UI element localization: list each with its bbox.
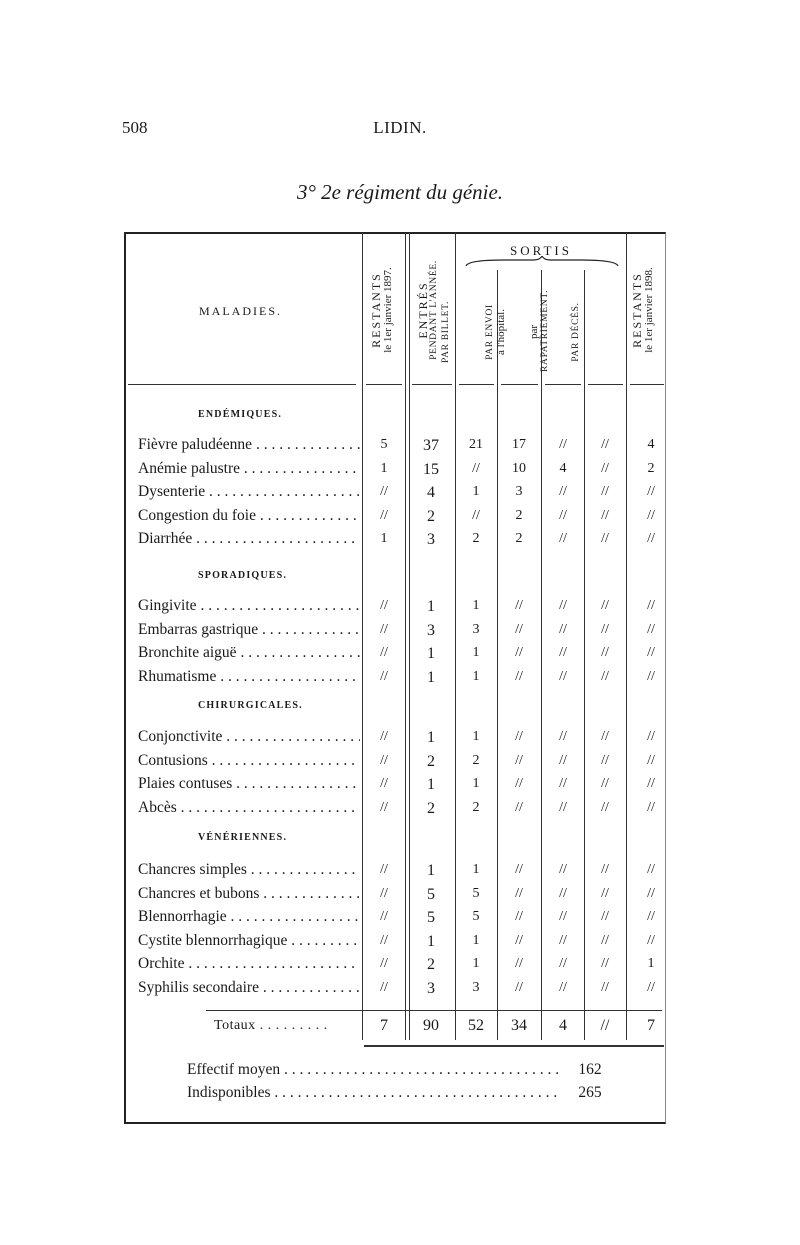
table-cell: // bbox=[380, 980, 388, 995]
table-cell: 1 bbox=[472, 484, 480, 500]
table-cell: // bbox=[601, 980, 609, 995]
header-restants-1897: RESTANTS le 1er janvier 1897. bbox=[369, 267, 394, 353]
table-cell: // bbox=[380, 909, 388, 925]
disease-name: Blennorrhagie . . . bbox=[138, 908, 360, 926]
sortis-brace bbox=[464, 256, 620, 268]
table-cell: // bbox=[559, 932, 567, 948]
table-cell: // bbox=[559, 885, 567, 901]
table-cell: // bbox=[601, 729, 609, 744]
table-cell: // bbox=[559, 484, 567, 500]
table-cell: 1 bbox=[427, 932, 435, 950]
column-rule bbox=[409, 232, 410, 1040]
table-cell: // bbox=[515, 909, 523, 925]
table-cell: 1 bbox=[472, 776, 480, 792]
header-entres: ENTRÉS PENDANT L'ANNÉE. bbox=[416, 260, 439, 360]
table-cell: // bbox=[559, 980, 567, 995]
table-cell: // bbox=[380, 932, 388, 948]
table-cell: // bbox=[601, 460, 609, 476]
header-rule bbox=[501, 384, 538, 385]
disease-name: Rhumatisme . . . bbox=[138, 668, 360, 686]
totals-cell: 34 bbox=[511, 1017, 527, 1034]
header-maladies: MALADIES. bbox=[199, 304, 282, 318]
disease-name: Chancres simples . . . bbox=[138, 861, 360, 879]
table-cell: 1 bbox=[427, 598, 435, 615]
table-cell: // bbox=[647, 729, 655, 744]
table-cell: // bbox=[647, 862, 655, 877]
table-cell: // bbox=[559, 862, 567, 877]
table-cell: // bbox=[380, 956, 388, 972]
table-cell: // bbox=[515, 621, 523, 637]
table-cell: 1 bbox=[427, 645, 435, 663]
column-rule bbox=[626, 232, 627, 1040]
header-rule bbox=[545, 384, 581, 385]
table-cell: // bbox=[559, 598, 567, 613]
table-cell: 1 bbox=[472, 668, 480, 684]
table-cell: 1 bbox=[427, 862, 435, 879]
table-cell: // bbox=[559, 752, 567, 768]
table-cell: // bbox=[559, 956, 567, 972]
table-cell: // bbox=[515, 932, 523, 948]
table-cell: // bbox=[515, 862, 523, 877]
totals-cell: 90 bbox=[423, 1017, 439, 1034]
table-cell: 3 bbox=[515, 484, 523, 500]
table-cell: // bbox=[559, 507, 567, 523]
category-heading: SPORADIQUES. bbox=[198, 570, 288, 581]
header-rule bbox=[459, 384, 494, 385]
table-cell: 2 bbox=[515, 531, 523, 547]
table-cell: // bbox=[515, 776, 523, 792]
table-cell: 5 bbox=[427, 909, 435, 927]
disease-name: Diarrhée . . . bbox=[138, 530, 360, 548]
table-cell: // bbox=[601, 437, 609, 452]
header-rule bbox=[588, 384, 623, 385]
table-cell: // bbox=[647, 752, 655, 768]
table-cell: 1 bbox=[380, 460, 388, 476]
table-cell: // bbox=[601, 752, 609, 768]
table-cell: // bbox=[559, 437, 567, 452]
table-cell: 2 bbox=[472, 752, 480, 768]
summary-value-indisponibles: 265 bbox=[578, 1084, 602, 1101]
category-heading: VÉNÉRIENNES. bbox=[198, 832, 288, 843]
table-cell: // bbox=[380, 862, 388, 877]
table-cell: // bbox=[559, 531, 567, 547]
disease-name: Bronchite aiguë . . . bbox=[138, 644, 360, 662]
disease-name: Congestion du foie . . . bbox=[138, 507, 360, 525]
table-cell: 5 bbox=[472, 909, 480, 925]
table-cell: // bbox=[647, 668, 655, 684]
table-cell: // bbox=[472, 507, 480, 523]
table-cell: // bbox=[647, 799, 655, 815]
table-cell: // bbox=[647, 932, 655, 948]
table-cell: // bbox=[601, 956, 609, 972]
table-cell: // bbox=[559, 668, 567, 684]
table-cell: 3 bbox=[427, 621, 435, 639]
table-cell: // bbox=[472, 460, 480, 476]
disease-name: Abcès . . . bbox=[138, 799, 360, 817]
category-heading: CHIRURGICALES. bbox=[198, 700, 303, 711]
table-cell: // bbox=[380, 752, 388, 768]
table-cell: 5 bbox=[427, 885, 435, 903]
table-cell: // bbox=[601, 598, 609, 613]
table-cell: // bbox=[559, 645, 567, 661]
running-head bbox=[0, 118, 800, 142]
table-cell: // bbox=[515, 668, 523, 684]
table-cell: // bbox=[515, 885, 523, 901]
disease-name: Syphilis secondaire . . . bbox=[138, 979, 360, 997]
totals-label: Totaux . . . . . . . . . bbox=[214, 1018, 328, 1033]
table-cell: 15 bbox=[423, 460, 439, 478]
table-cell: // bbox=[647, 621, 655, 637]
table-cell: // bbox=[647, 909, 655, 925]
table-cell: // bbox=[515, 752, 523, 768]
disease-name: Orchite . . . bbox=[138, 955, 360, 973]
totals-cell: 4 bbox=[559, 1017, 567, 1034]
disease-name: Contusions . . . bbox=[138, 752, 360, 770]
table-cell: // bbox=[601, 531, 609, 547]
section-title: 3° 2e régiment du génie. bbox=[296, 180, 504, 204]
table-cell: // bbox=[380, 484, 388, 500]
table-cell: 1 bbox=[472, 598, 480, 613]
disease-name: Embarras gastrique . . . bbox=[138, 621, 360, 639]
table-cell: 1 bbox=[472, 862, 480, 877]
totals-cell: 7 bbox=[380, 1017, 388, 1034]
table-cell: // bbox=[601, 621, 609, 637]
table-cell: // bbox=[559, 729, 567, 744]
table-cell: // bbox=[380, 799, 388, 815]
table-cell: 2 bbox=[427, 799, 435, 817]
table-cell: 2 bbox=[427, 507, 435, 525]
table-cell: // bbox=[647, 598, 655, 613]
table-cell: // bbox=[559, 776, 567, 792]
table-cell: // bbox=[380, 776, 388, 792]
table-cell: 1 bbox=[472, 645, 480, 661]
disease-name: Chancres et bubons . . . bbox=[138, 885, 360, 903]
table-cell: 3 bbox=[427, 531, 435, 549]
column-rule bbox=[541, 270, 542, 1040]
table-cell: 37 bbox=[423, 437, 439, 454]
table-cell: // bbox=[647, 507, 655, 523]
table-cell: // bbox=[515, 645, 523, 661]
table-cell: // bbox=[647, 484, 655, 500]
table-cell: 10 bbox=[512, 460, 526, 476]
table-cell: // bbox=[601, 645, 609, 661]
header-rule bbox=[366, 384, 402, 385]
disease-name: Fièvre paludéenne . . . bbox=[138, 436, 360, 454]
header-par-rapatriement: par RAPATRIEMENT. bbox=[528, 289, 550, 372]
table-cell: // bbox=[380, 668, 388, 684]
summary-label-indisponibles: Indisponibles . . . bbox=[187, 1084, 562, 1102]
category-heading: ENDÉMIQUES. bbox=[198, 409, 283, 420]
table-cell: // bbox=[601, 507, 609, 523]
table-cell: // bbox=[380, 729, 388, 744]
table-cell: 1 bbox=[472, 932, 480, 948]
table-cell: // bbox=[515, 799, 523, 815]
disease-name: Dysenterie . . . bbox=[138, 483, 360, 501]
table-cell: // bbox=[601, 885, 609, 901]
summary-label-effectif: Effectif moyen . . . bbox=[187, 1061, 562, 1079]
table-cell: 21 bbox=[469, 437, 483, 452]
table-cell: 2 bbox=[472, 799, 480, 815]
table-cell: // bbox=[601, 932, 609, 948]
page-number: 508 bbox=[122, 118, 148, 137]
header-rule bbox=[630, 384, 664, 385]
table-cell: 5 bbox=[380, 437, 388, 452]
header-par-envoi: PAR ENVOI à l'hôpital. bbox=[485, 304, 507, 360]
table-cell: 3 bbox=[472, 980, 480, 995]
totals-cell: // bbox=[600, 1017, 610, 1034]
table-cell: // bbox=[515, 729, 523, 744]
column-rule bbox=[405, 232, 406, 1040]
table-cell: 3 bbox=[472, 621, 480, 637]
summary-value-effectif: 162 bbox=[578, 1061, 602, 1078]
table-cell: 1 bbox=[427, 776, 435, 794]
table-cell: // bbox=[647, 980, 655, 995]
table-cell: 4 bbox=[559, 460, 567, 476]
disease-name: Cystite blennorrhagique . . . bbox=[138, 932, 360, 950]
table-cell: // bbox=[380, 507, 388, 523]
header-sortis: SORTIS bbox=[509, 243, 572, 258]
table-cell: // bbox=[559, 799, 567, 815]
table-cell: // bbox=[601, 668, 609, 684]
table-cell: 3 bbox=[427, 980, 435, 997]
disease-name: Gingivite . . . bbox=[138, 597, 360, 615]
table-cell: 1 bbox=[427, 729, 435, 746]
column-rule bbox=[497, 270, 498, 1040]
table-cell: // bbox=[601, 909, 609, 925]
table-cell: // bbox=[601, 862, 609, 877]
table-cell: // bbox=[515, 956, 523, 972]
running-head-title: LIDIN. bbox=[373, 118, 427, 137]
disease-name: Anémie palustre . . . bbox=[138, 460, 360, 478]
table-cell: // bbox=[601, 776, 609, 792]
table-cell: 4 bbox=[427, 484, 435, 502]
table-cell: // bbox=[515, 598, 523, 613]
header-rule bbox=[412, 384, 452, 385]
table-cell: 1 bbox=[647, 956, 655, 972]
header-par-billet: PAR BILLET. bbox=[441, 300, 451, 364]
disease-name: Plaies contuses . . . bbox=[138, 775, 360, 793]
totals-rule bbox=[206, 1010, 662, 1011]
table-cell: // bbox=[515, 980, 523, 995]
header-rule bbox=[128, 384, 356, 385]
table-cell: // bbox=[380, 885, 388, 901]
table-cell: // bbox=[380, 621, 388, 637]
table-cell: // bbox=[559, 621, 567, 637]
table-cell: // bbox=[647, 776, 655, 792]
column-rule bbox=[362, 232, 363, 1040]
header-restants-1898: RESTANTS le 1er janvier 1898. bbox=[630, 267, 655, 353]
table-cell: // bbox=[559, 909, 567, 925]
totals-bottom-rule bbox=[364, 1045, 664, 1047]
table-cell: // bbox=[380, 645, 388, 661]
header-par-deces: PAR DÉCÈS. bbox=[571, 302, 581, 362]
table-cell: // bbox=[647, 531, 655, 547]
table-cell: // bbox=[647, 645, 655, 661]
disease-name: Conjonctivite . . . bbox=[138, 728, 360, 746]
table-cell: 1 bbox=[427, 668, 435, 686]
table-cell: // bbox=[601, 484, 609, 500]
table-cell: 1 bbox=[472, 956, 480, 972]
table-cell: 2 bbox=[427, 956, 435, 974]
table-cell: 1 bbox=[380, 531, 388, 547]
table-cell: // bbox=[380, 598, 388, 613]
table-cell: 2 bbox=[515, 507, 523, 523]
table-cell: 5 bbox=[472, 885, 480, 901]
totals-cell: 52 bbox=[468, 1017, 484, 1034]
table-cell: 4 bbox=[647, 437, 655, 452]
table-cell: // bbox=[647, 885, 655, 901]
table-cell: 2 bbox=[647, 460, 655, 476]
table-cell: 2 bbox=[472, 531, 480, 547]
table-cell: 17 bbox=[512, 437, 526, 452]
table-cell: // bbox=[601, 799, 609, 815]
totals-cell: 7 bbox=[647, 1017, 655, 1034]
table-cell: 2 bbox=[427, 752, 435, 770]
table-cell: 1 bbox=[472, 729, 480, 744]
